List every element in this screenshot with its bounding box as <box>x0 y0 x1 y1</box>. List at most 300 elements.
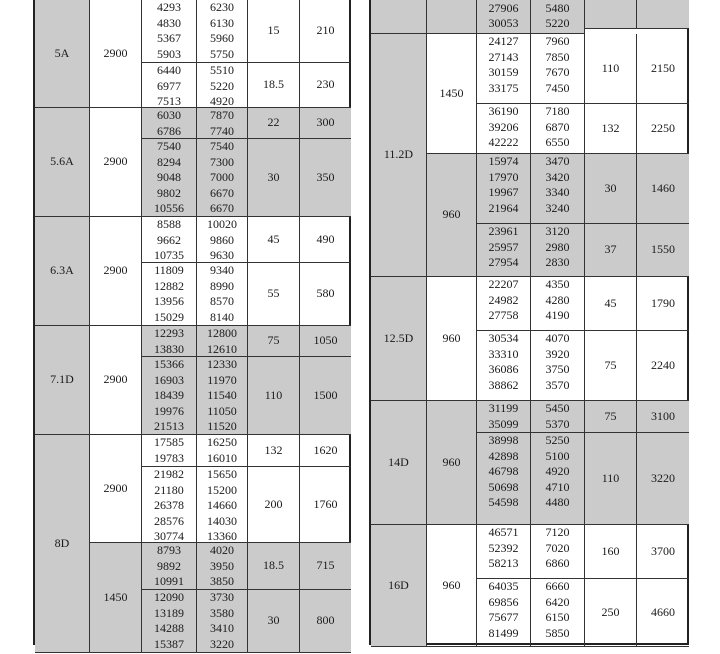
weight <box>637 579 689 647</box>
motor-power <box>248 543 300 590</box>
value-line: 15650 <box>207 467 237 481</box>
cell-text: 45 <box>267 231 280 246</box>
value-line: 23961 <box>488 224 519 238</box>
weight <box>637 34 689 104</box>
motor-power <box>585 154 637 224</box>
value-line: 7020 <box>545 540 570 555</box>
value-line: 4190 <box>545 308 570 323</box>
value-line: 9048 <box>157 170 181 185</box>
pressure-values <box>531 525 585 579</box>
value-line: 9340 <box>210 263 234 277</box>
cell-text: 250 <box>601 604 620 619</box>
value-line: 16903 <box>154 372 184 387</box>
cell-text: 580 <box>316 286 335 301</box>
cell-text: 1500 <box>313 387 338 402</box>
value-line: 3120 <box>545 224 570 238</box>
cell-text: 1450 <box>439 85 464 100</box>
value-line: 30053 <box>488 16 519 31</box>
value-line: 5220 <box>545 16 570 31</box>
cell-text: 960 <box>442 330 461 345</box>
weight <box>300 543 351 590</box>
value-line: 12610 <box>207 341 237 356</box>
value-line: 7513 <box>157 94 181 109</box>
cell-text: 4660 <box>651 604 675 619</box>
value-line: 36086 <box>488 362 519 377</box>
pressure-values <box>531 433 585 525</box>
cell-text: 45 <box>604 295 617 310</box>
cell-text: 2250 <box>651 120 675 135</box>
value-line: 75677 <box>488 610 519 625</box>
value-line: 24127 <box>488 34 519 48</box>
value-line: 5367 <box>157 31 181 46</box>
value-line: 27906 <box>488 0 519 15</box>
value-line: 6860 <box>545 556 570 571</box>
value-line: 7120 <box>545 525 570 539</box>
value-line: 31199 <box>488 401 519 415</box>
value-line: 42898 <box>488 448 519 463</box>
value-line: 11970 <box>207 372 237 387</box>
value-line: 5850 <box>545 625 570 640</box>
motor-power <box>248 467 300 543</box>
cell-text: 18.5 <box>263 558 284 573</box>
flow-values <box>477 401 531 433</box>
value-line: 4920 <box>545 464 570 479</box>
motor-power <box>585 579 637 647</box>
cell-text: 715 <box>316 558 335 573</box>
motor-power <box>248 590 300 653</box>
weight <box>637 104 689 154</box>
value-line: 39206 <box>488 119 519 134</box>
value-line: 28576 <box>154 513 184 528</box>
value-line: 30774 <box>154 529 184 544</box>
motor-power <box>585 104 637 154</box>
weight <box>637 525 689 579</box>
weight <box>300 357 351 435</box>
value-line: 9630 <box>210 248 234 263</box>
value-line: 6030 <box>157 108 181 122</box>
cell-text: 30 <box>267 169 280 184</box>
pressure-values <box>531 579 585 647</box>
cell-text: 75 <box>604 408 617 423</box>
cell-text: 15 <box>267 23 280 38</box>
value-line: 9802 <box>157 185 181 200</box>
fan-model <box>371 277 427 401</box>
value-line: 15974 <box>488 154 519 168</box>
value-line: 15366 <box>154 357 184 371</box>
speed-rpm <box>427 525 477 647</box>
value-line: 16250 <box>207 435 237 449</box>
pressure-values <box>197 217 248 263</box>
weight <box>637 401 689 433</box>
motor-power <box>248 435 300 467</box>
cell-text: 350 <box>316 169 335 184</box>
value-line: 24982 <box>488 292 519 307</box>
value-line: 13830 <box>154 341 184 356</box>
value-line: 6440 <box>157 63 181 77</box>
motor-power <box>248 0 300 63</box>
fan-model <box>371 401 427 525</box>
cell-text: 18.5 <box>263 77 284 92</box>
motor-power <box>248 326 300 357</box>
value-line: 6977 <box>157 78 181 93</box>
value-line: 7180 <box>545 104 570 118</box>
flow-values <box>142 217 197 263</box>
flow-values <box>142 357 197 435</box>
motor-power <box>248 139 300 217</box>
value-line: 17970 <box>488 169 519 184</box>
value-line: 14030 <box>207 513 237 528</box>
value-line: 5750 <box>210 46 234 61</box>
value-line: 26378 <box>154 498 184 513</box>
value-line: 12330 <box>207 357 237 371</box>
value-line: 25957 <box>488 239 519 254</box>
weight <box>637 154 689 224</box>
motor-power <box>248 108 300 139</box>
value-line: 5450 <box>545 401 570 415</box>
cell-text: 6.3A <box>50 263 74 278</box>
value-line: 36190 <box>488 104 519 118</box>
value-line: 4293 <box>157 0 181 14</box>
cell-text: 960 <box>442 577 461 592</box>
motor-power <box>585 331 637 401</box>
speed-rpm <box>90 217 142 326</box>
cell-text: 16D <box>388 577 409 592</box>
fan-model <box>35 326 90 435</box>
weight <box>300 467 351 543</box>
value-line: 7540 <box>157 139 181 153</box>
cell-text: 5A <box>54 45 70 60</box>
value-line: 8570 <box>210 294 234 309</box>
cell-text: 2240 <box>651 357 675 372</box>
value-line: 21513 <box>154 419 184 434</box>
pressure-values <box>531 34 585 104</box>
value-line: 18439 <box>154 388 184 403</box>
flow-values <box>477 331 531 401</box>
value-line: 52392 <box>488 540 519 555</box>
value-line: 27954 <box>488 255 519 270</box>
pressure-values <box>197 357 248 435</box>
value-line: 5903 <box>157 46 181 61</box>
value-line: 5100 <box>545 448 570 463</box>
flow-values <box>477 433 531 525</box>
speed-rpm <box>90 108 142 217</box>
weight <box>300 108 351 139</box>
pressure-values <box>197 108 248 139</box>
flow-values <box>142 0 197 63</box>
cell-text: 37 <box>604 242 617 257</box>
cell-text: 14D <box>388 454 409 469</box>
flow-values <box>477 525 531 579</box>
value-line: 11540 <box>207 388 237 403</box>
cell-text: 960 <box>442 454 461 469</box>
cell-text: 2900 <box>103 263 128 278</box>
speed-rpm <box>90 0 142 108</box>
cell-text: 3100 <box>651 408 675 423</box>
value-line: 4710 <box>545 479 570 494</box>
motor-power <box>585 224 637 277</box>
value-line: 3950 <box>210 558 234 573</box>
value-line: 3240 <box>545 200 570 215</box>
value-line: 2980 <box>545 239 570 254</box>
value-line: 6670 <box>210 201 234 216</box>
cell-text: 3220 <box>651 470 675 485</box>
flow-values <box>477 277 531 331</box>
value-line: 30159 <box>488 65 519 80</box>
cell-text: 2900 <box>103 372 128 387</box>
pressure-values <box>197 0 248 63</box>
flow-values <box>142 326 197 357</box>
value-line: 5370 <box>545 416 570 431</box>
value-line: 3580 <box>210 605 234 620</box>
fan-model <box>35 217 90 326</box>
value-line: 46798 <box>488 464 519 479</box>
pressure-values <box>197 590 248 653</box>
value-line: 15200 <box>207 482 237 497</box>
speed-rpm <box>427 401 477 525</box>
pressure-values <box>197 467 248 543</box>
cell-text: 960 <box>442 207 461 222</box>
cell-text: 11.2D <box>383 147 414 162</box>
value-line: 14660 <box>207 498 237 513</box>
cell-text: 3700 <box>651 543 675 558</box>
cell-text: 800 <box>316 613 335 628</box>
flow-values <box>142 63 197 108</box>
value-line: 11520 <box>207 419 237 434</box>
pressure-values <box>531 0 585 34</box>
speed-rpm <box>427 154 477 277</box>
fan-model-continued <box>371 0 427 34</box>
weight <box>300 217 351 263</box>
value-line: 7960 <box>545 34 570 48</box>
pressure-values <box>197 139 248 217</box>
value-line: 7850 <box>545 49 570 64</box>
cell-text: 1620 <box>313 442 338 457</box>
cell-text: 30 <box>267 613 280 628</box>
cell-text: 490 <box>316 231 335 246</box>
fan-model <box>35 0 90 108</box>
cell-text: 1450 <box>103 589 128 604</box>
value-line: 81499 <box>488 625 519 640</box>
value-line: 11809 <box>154 263 184 277</box>
motor-power <box>585 401 637 433</box>
fan-model <box>35 108 90 217</box>
left-fan-table <box>33 0 351 651</box>
flow-values <box>142 263 197 326</box>
value-line: 21982 <box>154 467 184 481</box>
value-line: 3750 <box>545 362 570 377</box>
value-line: 6550 <box>545 135 570 150</box>
cell-text: 8D <box>54 535 70 550</box>
motor-power <box>248 357 300 435</box>
cell-text: 300 <box>316 115 335 130</box>
value-line: 21964 <box>488 200 519 215</box>
value-line: 22207 <box>488 277 519 291</box>
cell-text: 55 <box>267 286 280 301</box>
pressure-values <box>197 263 248 326</box>
value-line: 15387 <box>154 636 184 651</box>
value-line: 5960 <box>210 31 234 46</box>
value-line: 21180 <box>154 482 184 497</box>
speed-rpm <box>90 543 142 653</box>
value-line: 2830 <box>545 255 570 270</box>
motor-power <box>585 277 637 331</box>
cell-text: 75 <box>267 333 280 348</box>
cell-text <box>651 0 675 1</box>
value-line: 4480 <box>545 495 570 510</box>
value-line: 30534 <box>488 331 519 345</box>
value-line: 42222 <box>488 135 519 150</box>
value-line: 13360 <box>207 529 237 544</box>
value-line: 6786 <box>157 123 181 138</box>
pressure-values <box>531 224 585 277</box>
motor-power <box>585 525 637 579</box>
cell-text: 230 <box>316 77 335 92</box>
cell-text: 210 <box>316 23 335 38</box>
value-line: 6870 <box>545 119 570 134</box>
pressure-values <box>531 277 585 331</box>
cell-text: 110 <box>601 470 620 485</box>
pressure-values <box>197 543 248 590</box>
value-line: 6230 <box>210 0 234 14</box>
flow-values <box>477 224 531 277</box>
pressure-values <box>197 326 248 357</box>
flow-values <box>477 154 531 224</box>
value-line: 3420 <box>545 169 570 184</box>
value-line: 10735 <box>154 248 184 263</box>
flow-values <box>477 104 531 154</box>
value-line: 3410 <box>210 621 234 636</box>
motor-power <box>585 34 637 104</box>
value-line: 3220 <box>210 636 234 651</box>
value-line: 12882 <box>154 278 184 293</box>
weight <box>300 326 351 357</box>
value-line: 13189 <box>154 605 184 620</box>
cell-text: 132 <box>264 442 283 457</box>
cell-text: 1050 <box>313 333 338 348</box>
cell-text: 160 <box>601 543 620 558</box>
value-line: 3920 <box>545 346 570 361</box>
value-line: 8793 <box>157 543 181 557</box>
value-line: 10556 <box>154 201 184 216</box>
fan-model <box>371 525 427 647</box>
flow-values <box>142 467 197 543</box>
flow-values <box>142 590 197 653</box>
value-line: 8990 <box>210 278 234 293</box>
value-line: 4830 <box>157 15 181 30</box>
speed-rpm <box>90 326 142 435</box>
cell-text: 7.1D <box>50 372 74 387</box>
motor-power <box>248 263 300 326</box>
pressure-values <box>197 63 248 108</box>
value-line: 8588 <box>157 217 181 231</box>
value-line: 19783 <box>154 450 184 465</box>
value-line: 3340 <box>545 185 570 200</box>
pressure-values <box>531 154 585 224</box>
fan-model <box>371 34 427 277</box>
cell-text: 5.6A <box>50 154 74 169</box>
value-line: 9892 <box>157 558 181 573</box>
value-line: 27758 <box>488 308 519 323</box>
value-line: 50698 <box>488 479 519 494</box>
value-line: 54598 <box>488 495 519 510</box>
pressure-values <box>531 331 585 401</box>
value-line: 69856 <box>488 594 519 609</box>
pressure-values <box>531 401 585 433</box>
weight <box>300 263 351 326</box>
value-line: 7450 <box>545 80 570 95</box>
cell-text: 200 <box>264 496 283 511</box>
value-line: 46571 <box>488 525 519 539</box>
value-line: 12090 <box>154 590 184 604</box>
weight <box>300 435 351 467</box>
value-line: 35099 <box>488 416 519 431</box>
value-line: 8294 <box>157 154 181 169</box>
value-line: 13956 <box>154 294 184 309</box>
value-line: 8140 <box>210 309 234 324</box>
cell-text: 1550 <box>651 242 675 257</box>
value-line: 14288 <box>154 621 184 636</box>
cell-text: 1460 <box>651 180 675 195</box>
cell-text: 2900 <box>103 480 128 495</box>
speed-rpm <box>427 34 477 154</box>
weight <box>637 224 689 277</box>
value-line: 17585 <box>154 435 184 449</box>
flow-values <box>142 139 197 217</box>
value-line: 16010 <box>207 450 237 465</box>
weight <box>300 590 351 653</box>
value-line: 33175 <box>488 80 519 95</box>
weight <box>637 277 689 331</box>
cell-text: 2900 <box>103 154 128 169</box>
value-line: 6420 <box>545 594 570 609</box>
value-line: 3570 <box>545 377 570 392</box>
flow-values <box>477 579 531 647</box>
value-line: 7870 <box>210 108 234 122</box>
value-line: 27143 <box>488 49 519 64</box>
value-line: 3850 <box>210 574 234 589</box>
cell-text: 1760 <box>313 496 338 511</box>
fan-model <box>35 435 90 653</box>
flow-values <box>142 108 197 139</box>
value-line: 7000 <box>210 170 234 185</box>
motor-power <box>585 433 637 525</box>
weight <box>637 331 689 401</box>
value-line: 38862 <box>488 377 519 392</box>
value-line: 11050 <box>207 403 237 418</box>
value-line: 7540 <box>210 139 234 153</box>
speed-rpm <box>427 277 477 401</box>
value-line: 9662 <box>157 232 181 247</box>
value-line: 6670 <box>210 185 234 200</box>
value-line: 10991 <box>154 574 184 589</box>
weight <box>300 63 351 108</box>
pressure-values <box>197 435 248 467</box>
value-line: 19976 <box>154 403 184 418</box>
value-line: 4350 <box>545 277 570 291</box>
value-line: 7670 <box>545 65 570 80</box>
value-line: 33310 <box>488 346 519 361</box>
cell-text: 22 <box>267 115 280 130</box>
pressure-values <box>531 104 585 154</box>
value-line: 15029 <box>154 309 184 324</box>
value-line: 6660 <box>545 579 570 593</box>
flow-values <box>477 0 531 34</box>
motor-power <box>248 217 300 263</box>
cell-text <box>605 0 617 1</box>
cell-text: 2150 <box>651 60 675 75</box>
cell-text: 2900 <box>103 45 128 60</box>
flow-values <box>142 435 197 467</box>
